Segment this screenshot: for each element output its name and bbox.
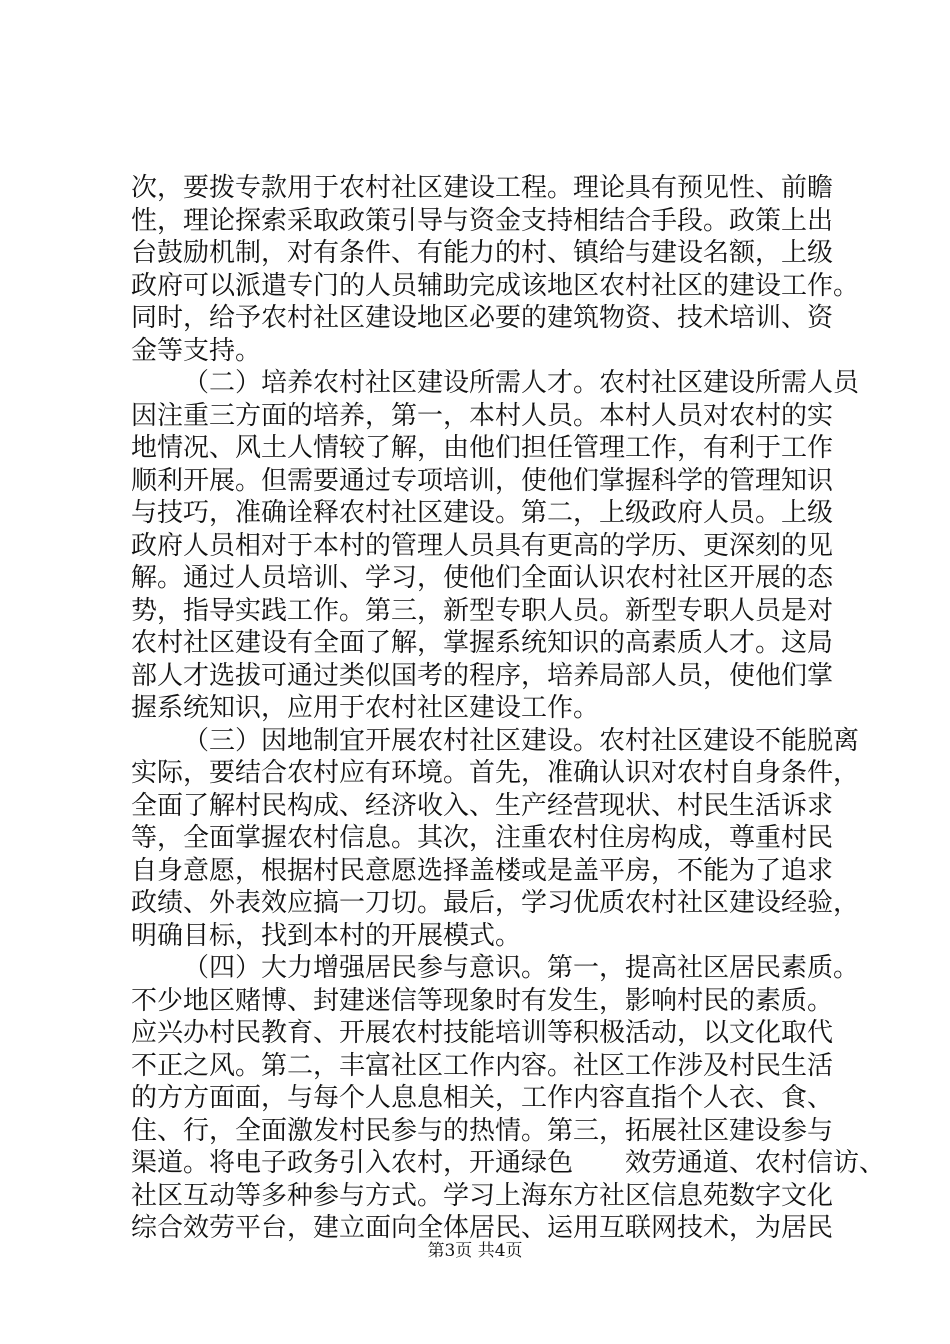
text-line: 金等支持。 bbox=[131, 335, 262, 366]
paragraph-4 bbox=[131, 952, 886, 1245]
text-line: 地情况、风土人情较了解，由他们担任管理工作，有利于工作 bbox=[131, 433, 834, 463]
page-number-label: 第3页 共4页 bbox=[427, 1241, 523, 1261]
text-line: 顺利开展。但需要通过专项培训，使他们掌握科学的管理知识 bbox=[131, 465, 834, 496]
text-line: 解。通过人员培训、学习，使他们全面认识农村社区开展的态 bbox=[131, 563, 834, 593]
paragraph-1 bbox=[131, 172, 860, 367]
text-line: 因注重三方面的培养，第一，本村人员。本村人员对农村的实 bbox=[131, 400, 834, 431]
text-line: 政绩、外表效应搞一刀切。最后，学习优质农村社区建设经验， bbox=[131, 888, 860, 918]
text-line: 部人才选拔可通过类似国考的程序，培养局部人员，使他们掌 bbox=[131, 660, 834, 691]
text-line: 不少地区赌博、封建迷信等现象时有发生，影响村民的素质。 bbox=[131, 985, 834, 1016]
text-line: 实际，要结合农村应有环境。首先，准确认识对农村自身条件， bbox=[131, 758, 860, 788]
text-line: 握系统知识，应用于农村社区建设工作。 bbox=[131, 693, 600, 723]
document-body bbox=[131, 172, 886, 1245]
text-line: 的方方面面，与每个人息息相关，工作内容直指个人衣、食、 bbox=[131, 1083, 834, 1113]
text-line: （四）大力增强居民参与意识。第一，提高社区居民素质。 bbox=[183, 953, 860, 983]
text-line: 社区互动等多种参与方式。学习上海东方社区信息苑数字文化 bbox=[131, 1180, 834, 1211]
text-line: 全面了解村民构成、经济收入、生产经营现状、村民生活诉求 bbox=[131, 790, 834, 821]
paragraph-3 bbox=[131, 725, 860, 953]
text-line: 台鼓励机制，对有条件、有能力的村、镇给与建设名额，上级 bbox=[131, 238, 834, 268]
text-line: 住、行，全面激发村民参与的热情。第三，拓展社区建设参与 bbox=[131, 1115, 834, 1146]
page-footer bbox=[0, 1240, 950, 1262]
text-line: 农村社区建设有全面了解，掌握系统知识的高素质人才。这局 bbox=[131, 628, 834, 658]
text-line: 渠道。将电子政务引入农村，开通绿色 效劳通道、农村信访、 bbox=[131, 1148, 886, 1178]
text-line: 势，指导实践工作。第三，新型专职人员。新型专职人员是对 bbox=[131, 595, 834, 626]
text-line: （二）培养农村社区建设所需人才。农村社区建设所需人员 bbox=[183, 368, 860, 398]
text-line: 与技巧，准确诠释农村社区建设。第二，上级政府人员。上级 bbox=[131, 498, 834, 528]
text-line: 同时，给予农村社区建设地区必要的建筑物资、技术培训、资 bbox=[131, 303, 834, 333]
text-line: 不正之风。第二，丰富社区工作内容。社区工作涉及村民生活 bbox=[131, 1050, 834, 1081]
text-line: 次，要拨专款用于农村社区建设工程。理论具有预见性、前瞻 bbox=[131, 173, 834, 203]
paragraph-2 bbox=[131, 367, 860, 725]
text-line: 自身意愿，根据村民意愿选择盖楼或是盖平房，不能为了追求 bbox=[131, 855, 834, 886]
text-line: 性，理论探索采取政策引导与资金支持相结合手段。政策上出 bbox=[131, 205, 834, 236]
text-line: 应兴办村民教育、开展农村技能培训等积极活动，以文化取代 bbox=[131, 1018, 834, 1048]
text-line: 综合效劳平台，建立面向全体居民、运用互联网技术，为居民 bbox=[131, 1213, 834, 1243]
text-line: 等，全面掌握农村信息。其次，注重农村住房构成，尊重村民 bbox=[131, 823, 834, 853]
text-line: 政府人员相对于本村的管理人员具有更高的学历、更深刻的见 bbox=[131, 530, 834, 561]
text-line: （三）因地制宜开展农村社区建设。农村社区建设不能脱离 bbox=[183, 725, 860, 756]
text-line: 政府可以派遣专门的人员辅助完成该地区农村社区的建设工作。 bbox=[131, 270, 860, 301]
text-line: 明确目标，找到本村的开展模式。 bbox=[131, 920, 522, 951]
